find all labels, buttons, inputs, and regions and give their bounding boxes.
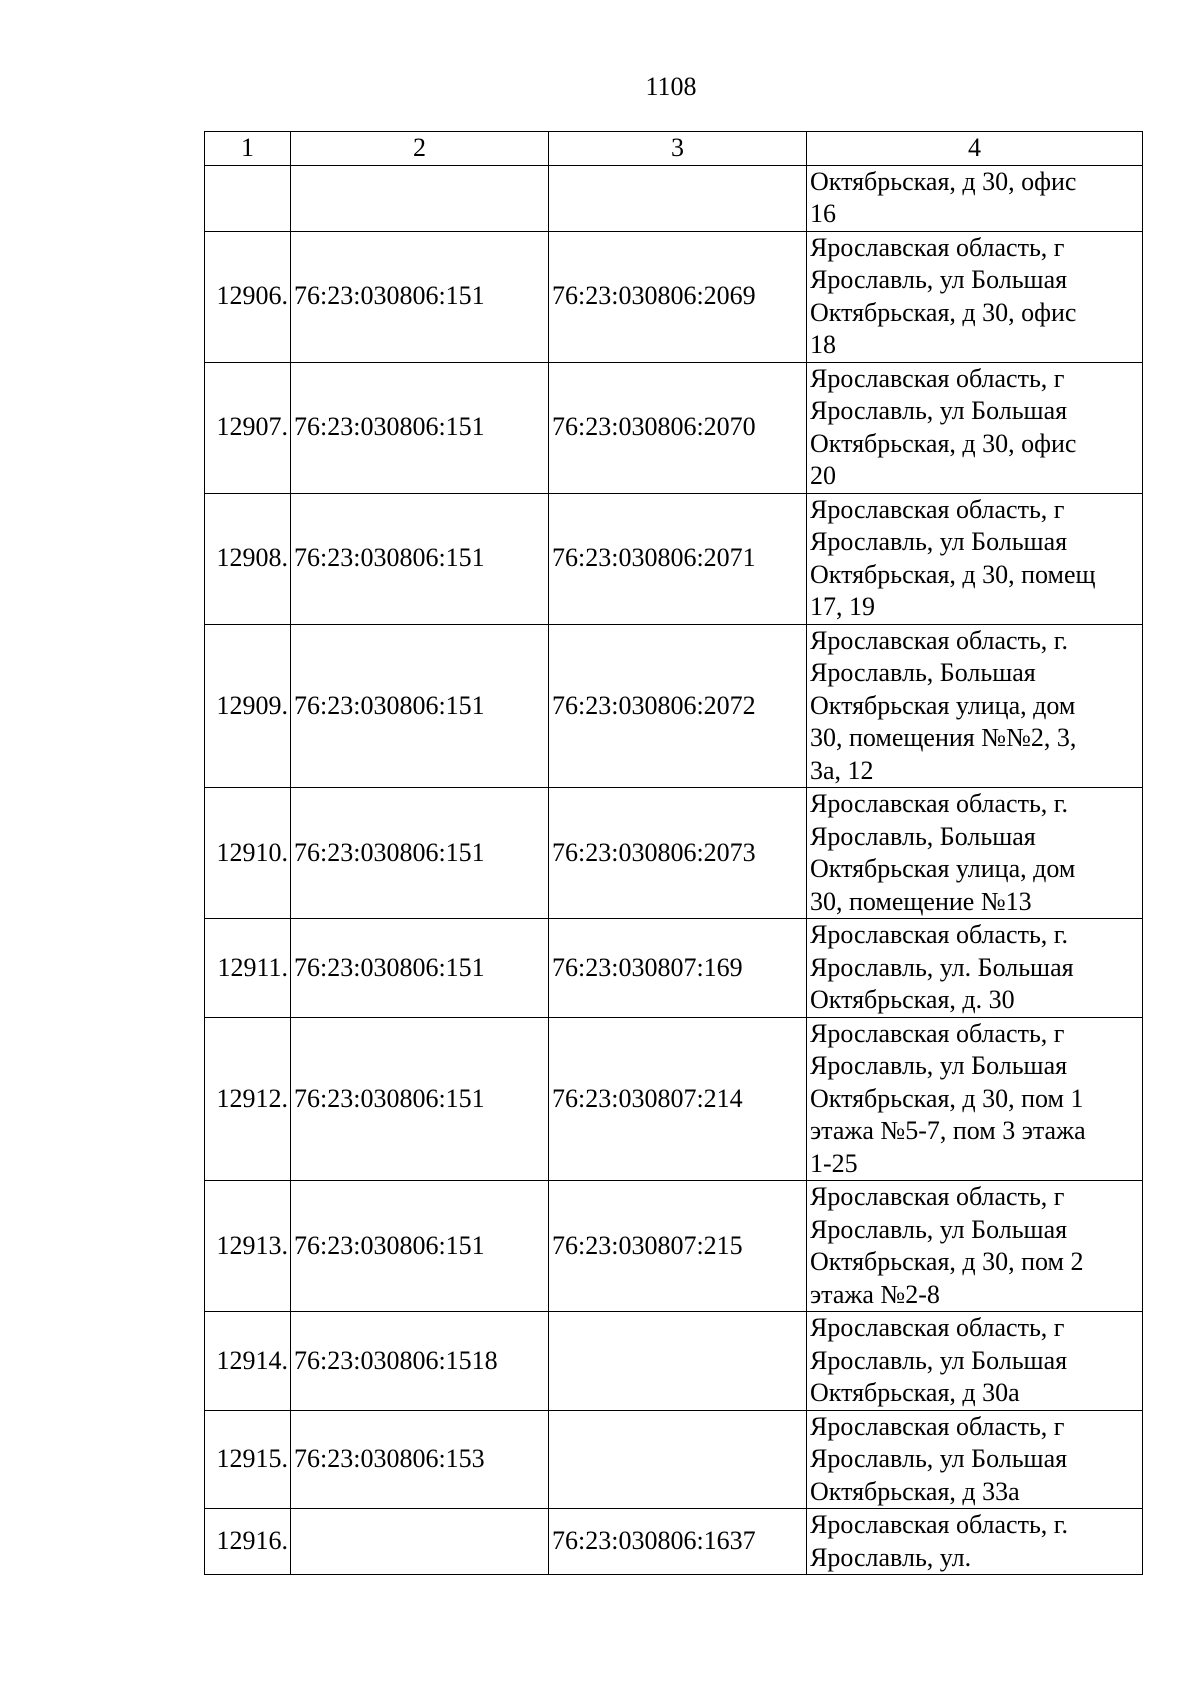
registry-table <box>204 131 1143 1575</box>
row-number-cell: 12911. <box>205 919 291 1018</box>
table-row <box>205 788 1143 919</box>
address-cell: Ярославская область, г. Ярославль, Большая Октябрьская улица, дом 30, помещение №13 <box>807 788 1143 919</box>
header-row <box>205 132 1143 166</box>
land-cadastral-number-cell: 76:23:030806:151 <box>291 919 549 1018</box>
land-cadastral-number-cell: 76:23:030806:151 <box>291 1181 549 1312</box>
land-cadastral-number-cell: 76:23:030806:151 <box>291 362 549 493</box>
object-cadastral-number-cell: 76:23:030807:215 <box>549 1181 807 1312</box>
row-number-cell: 12909. <box>205 624 291 788</box>
object-cadastral-number-cell: 76:23:030806:2069 <box>549 231 807 362</box>
object-cadastral-number-cell: 76:23:030807:169 <box>549 919 807 1018</box>
table-body <box>205 165 1143 1575</box>
land-cadastral-number-cell: 76:23:030806:151 <box>291 493 549 624</box>
column-header-4: 4 <box>807 132 1143 166</box>
land-cadastral-number-cell: 76:23:030806:151 <box>291 1017 549 1181</box>
row-number-cell: 12914. <box>205 1312 291 1411</box>
land-cadastral-number-cell: 76:23:030806:153 <box>291 1410 549 1509</box>
table-row <box>205 1410 1143 1509</box>
page-number: 1108 <box>645 72 697 101</box>
object-cadastral-number-cell: 76:23:030806:2072 <box>549 624 807 788</box>
land-cadastral-number-cell <box>291 1509 549 1575</box>
column-header-2: 2 <box>291 132 549 166</box>
object-cadastral-number-cell: 76:23:030806:1637 <box>549 1509 807 1575</box>
address-cell: Ярославская область, г Ярославль, ул Большая Октябрьская, д 30, пом 2 этажа №2-8 <box>807 1181 1143 1312</box>
row-number-cell: 12910. <box>205 788 291 919</box>
table-row <box>205 362 1143 493</box>
row-number-cell: 12912. <box>205 1017 291 1181</box>
address-cell: Ярославская область, г Ярославль, ул Большая Октябрьская, д 30, офис 20 <box>807 362 1143 493</box>
row-number-cell: 12908. <box>205 493 291 624</box>
object-cadastral-number-cell: 76:23:030807:214 <box>549 1017 807 1181</box>
land-cadastral-number-cell: 76:23:030806:1518 <box>291 1312 549 1411</box>
object-cadastral-number-cell <box>549 1410 807 1509</box>
row-number-cell <box>205 165 291 231</box>
address-cell: Ярославская область, г Ярославль, ул Большая Октябрьская, д 33а <box>807 1410 1143 1509</box>
address-cell: Ярославская область, г. Ярославль, Большая Октябрьская улица, дом 30, помещения №№2, 3, 3а, 12 <box>807 624 1143 788</box>
row-number-cell: 12907. <box>205 362 291 493</box>
object-cadastral-number-cell <box>549 165 807 231</box>
land-cadastral-number-cell: 76:23:030806:151 <box>291 788 549 919</box>
table-row <box>205 493 1143 624</box>
object-cadastral-number-cell <box>549 1312 807 1411</box>
address-cell: Ярославская область, г. Ярославль, ул. <box>807 1509 1143 1575</box>
row-number-cell: 12915. <box>205 1410 291 1509</box>
column-header-3: 3 <box>549 132 807 166</box>
table-row <box>205 231 1143 362</box>
column-header-1: 1 <box>205 132 291 166</box>
object-cadastral-number-cell: 76:23:030806:2070 <box>549 362 807 493</box>
address-cell: Ярославская область, г. Ярославль, ул. Большая Октябрьская, д. 30 <box>807 919 1143 1018</box>
address-cell: Ярославская область, г Ярославль, ул Большая Октябрьская, д 30, пом 1 этажа №5-7, пом 3 этажа 1-25 <box>807 1017 1143 1181</box>
address-cell: Ярославская область, г Ярославль, ул Большая Октябрьская, д 30а <box>807 1312 1143 1411</box>
row-number-cell: 12913. <box>205 1181 291 1312</box>
table-row <box>205 1312 1143 1411</box>
table-row <box>205 624 1143 788</box>
land-cadastral-number-cell: 76:23:030806:151 <box>291 624 549 788</box>
table-row <box>205 165 1143 231</box>
address-cell: Октябрьская, д 30, офис 16 <box>807 165 1143 231</box>
table-row <box>205 1181 1143 1312</box>
table-row <box>205 1509 1143 1575</box>
object-cadastral-number-cell: 76:23:030806:2071 <box>549 493 807 624</box>
table-row <box>205 919 1143 1018</box>
land-cadastral-number-cell <box>291 165 549 231</box>
table-row <box>205 1017 1143 1181</box>
address-cell: Ярославская область, г Ярославль, ул Большая Октябрьская, д 30, офис 18 <box>807 231 1143 362</box>
address-cell: Ярославская область, г Ярославль, ул Большая Октябрьская, д 30, помещ 17, 19 <box>807 493 1143 624</box>
row-number-cell: 12916. <box>205 1509 291 1575</box>
land-cadastral-number-cell: 76:23:030806:151 <box>291 231 549 362</box>
row-number-cell: 12906. <box>205 231 291 362</box>
object-cadastral-number-cell: 76:23:030806:2073 <box>549 788 807 919</box>
table-header <box>205 132 1143 166</box>
